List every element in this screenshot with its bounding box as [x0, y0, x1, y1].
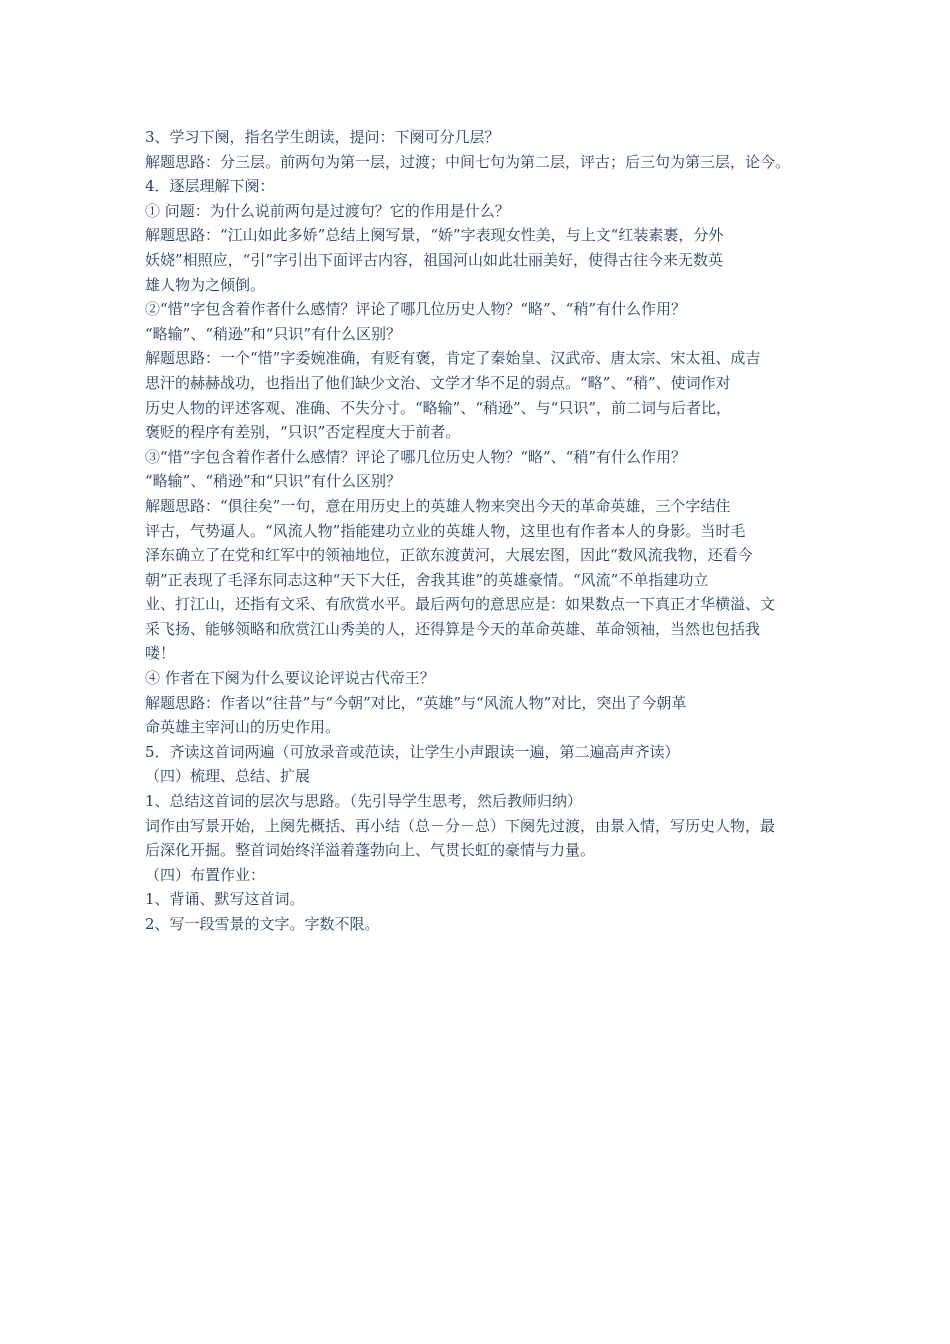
text-line: 命英雄主宰河山的历史作用。 [145, 718, 341, 737]
text-line: 词作由写景开始，上阕先概括、再小结（总－分－总）下阕先过渡，由景入情，写历史人物，最 [145, 816, 776, 835]
text-line: ① 问题：为什么说前两句是过渡句？它的作用是什么？ [145, 201, 510, 220]
text-line: 1、背诵、默写这首词。 [145, 890, 305, 909]
text-line: 采飞扬、能够领略和欣赏江山秀美的人，还得算是今天的革命英雄、革命领袖，当然也包括我 [145, 619, 761, 638]
text-line: “略输”、“稍逊”和“只识”有什么区别？ [145, 472, 402, 491]
text-line: ④ 作者在下阕为什么要议论评说古代帝王？ [145, 669, 435, 688]
text-line: 思汗的赫赫战功，也指出了他们缺少文治、文学才华不足的弱点。“略”、“稍”、使词作对 [145, 373, 731, 392]
text-line: 妖娆”相照应，“引”字引出下面评古内容，祖国河山如此壮丽美好，使得古往今来无数英 [145, 250, 724, 269]
text-line: 业、打江山，还指有文采、有欣赏水平。最后两句的意思应是：如果数点一下真正才华横溢、文 [145, 595, 776, 614]
text-line: 历史人物的评述客观、准确、不失分寸。“略输”、“稍逊”、与“只识”，前二词与后者比， [145, 398, 732, 417]
document-body [145, 125, 815, 937]
text-line: ②“惜”字包含着作者什么感情？评论了哪几位历史人物？“略”、“稍”有什么作用？ [145, 300, 687, 319]
text-line: （四）布置作业： [145, 865, 266, 884]
text-line: 后深化开掘。整首词始终洋溢着蓬勃向上、气贯长虹的豪情与力量。 [145, 841, 596, 860]
text-line: 解题思路：“俱往矣”一句，意在用历史上的英雄人物来突出今天的革命英雄，三个字结住 [145, 496, 731, 515]
text-line: 朝”正表现了毛泽东同志这种“天下大任，舍我其谁”的英雄豪情。“风流”不单指建功立 [145, 570, 709, 589]
text-line: 5．齐读这首词两遍（可放录音或范读，让学生小声跟读一遍，第二遍高声齐读） [145, 742, 680, 761]
text-line: （四）梳理、总结、扩展 [145, 767, 311, 786]
text-line: 解题思路：分三层。前两句为第一层，过渡；中间七句为第二层，评古；后三句为第三层，论今。 [145, 152, 791, 171]
text-line: 泽东确立了在党和红军中的领袖地位，正欲东渡黄河，大展宏图，因此“数风流我物，还看今 [145, 546, 753, 565]
text-line: 3、学习下阕，指名学生朗读，提问：下阕可分几层？ [145, 128, 500, 146]
text-line: 解题思路：一个“惜”字委婉准确，有贬有褒，肯定了秦始皇、汉武帝、唐太宗、宋太祖、成吉 [145, 349, 761, 368]
text-line: 4．逐层理解下阕： [145, 177, 275, 196]
text-line: “略输”、“稍逊”和“只识”有什么区别？ [145, 324, 402, 343]
text-line: 评古，气势逼人。“风流人物”指能建功立业的英雄人物，这里也有作者本人的身影。当时毛 [145, 521, 746, 540]
text-line: 喽！ [145, 644, 176, 663]
text-line: 解题思路：“江山如此多娇”总结上阕写景，“娇”字表现女性美，与上文“红装素裹，分外 [145, 226, 724, 245]
text-line: 2、写一段雪景的文字。字数不限。 [145, 915, 380, 933]
text-line: 解题思路：作者以“往昔”与“今朝”对比，“英雄”与“风流人物”对比，突出了今朝革 [145, 693, 687, 712]
text-line: ③“惜”字包含着作者什么感情？评论了哪几位历史人物？“略”、“稍”有什么作用？ [145, 447, 687, 466]
text-line: 1、总结这首词的层次与思路。（先引导学生思考，然后教师归纳） [145, 792, 583, 811]
text-line: 雄人物为之倾倒。 [145, 275, 266, 294]
text-line: 褒贬的程序有差别，“只识”否定程度大于前者。 [145, 423, 461, 442]
